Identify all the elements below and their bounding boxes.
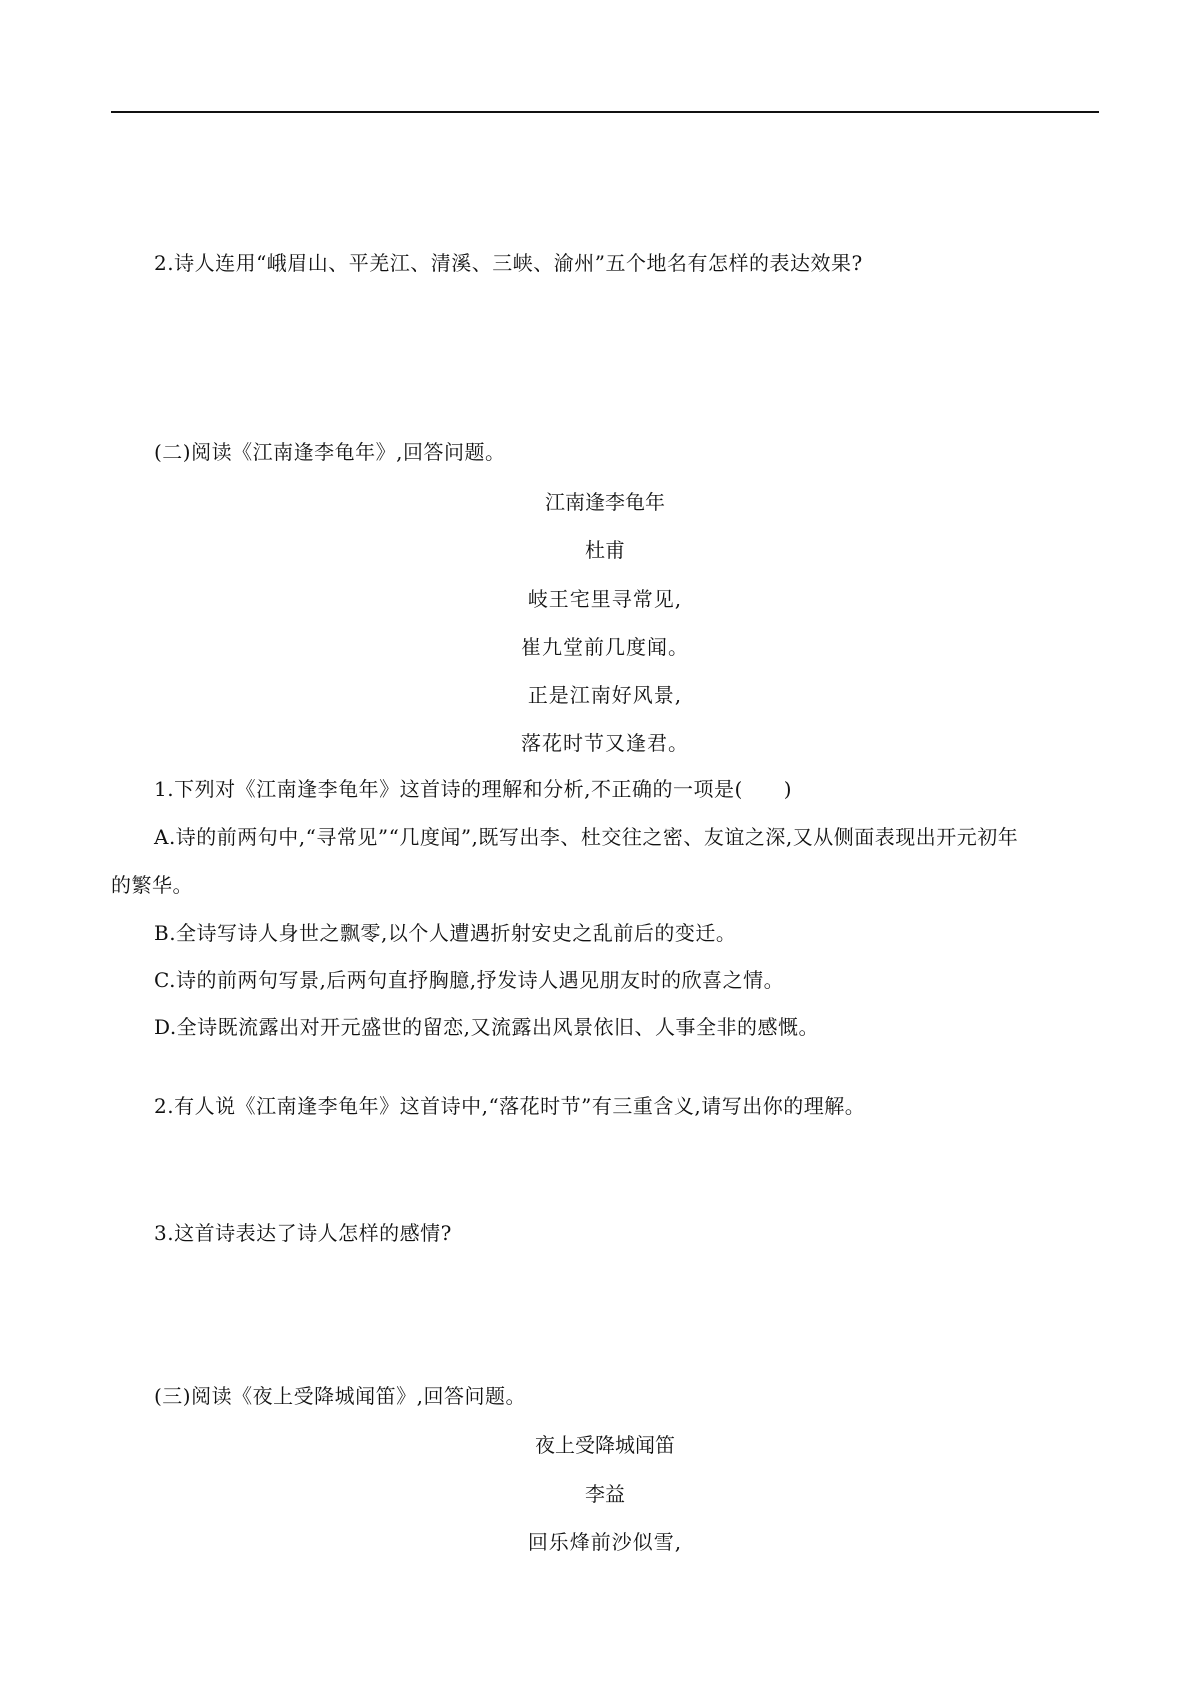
option-a-line-1: A.诗的前两句中,“寻常见”“几度闻”,既写出李、杜交往之密、友谊之深,又从侧面表现出开元初年: [154, 825, 1019, 849]
poem-author: 李益: [585, 1482, 625, 1506]
poem-title: 江南逢李龟年: [545, 490, 665, 514]
question-2-place-names: 2.诗人连用“峨眉山、平羌江、清溪、三峡、渝州”五个地名有怎样的表达效果?: [154, 251, 863, 275]
header-rule: [111, 111, 1099, 113]
option-a-line-2: 的繁华。: [111, 873, 193, 897]
option-d: D.全诗既流露出对开元盛世的留恋,又流露出风景依旧、人事全非的感慨。: [154, 1015, 820, 1039]
poem-author: 杜甫: [585, 538, 625, 562]
question-2-falling-flowers: 2.有人说《江南逢李龟年》这首诗中,“落花时节”有三重含义,请写出你的理解。: [154, 1094, 866, 1118]
section-two-heading: (二)阅读《江南逢李龟年》,回答问题。: [154, 440, 506, 464]
poem-title: 夜上受降城闻笛: [535, 1433, 675, 1457]
poem-line-4: 落花时节又逢君。: [521, 731, 689, 755]
option-c: C.诗的前两句写景,后两句直抒胸臆,抒发诗人遇见朋友时的欣喜之情。: [154, 968, 785, 992]
section-three-heading: (三)阅读《夜上受降城闻笛》,回答问题。: [154, 1384, 526, 1408]
poem-line-3: 正是江南好风景,: [527, 683, 683, 707]
question-3-feelings: 3.这首诗表达了诗人怎样的感情?: [154, 1221, 452, 1245]
option-b: B.全诗写诗人身世之飘零,以个人遭遇折射安史之乱前后的变迁。: [154, 921, 737, 945]
poem-line-2: 崔九堂前几度闻。: [521, 635, 689, 659]
poem-line-1: 回乐烽前沙似雪,: [527, 1530, 683, 1554]
poem-line-1: 岐王宅里寻常见,: [527, 587, 683, 611]
question-1-stem: 1.下列对《江南逢李龟年》这首诗的理解和分析,不正确的一项是( ): [154, 777, 793, 801]
